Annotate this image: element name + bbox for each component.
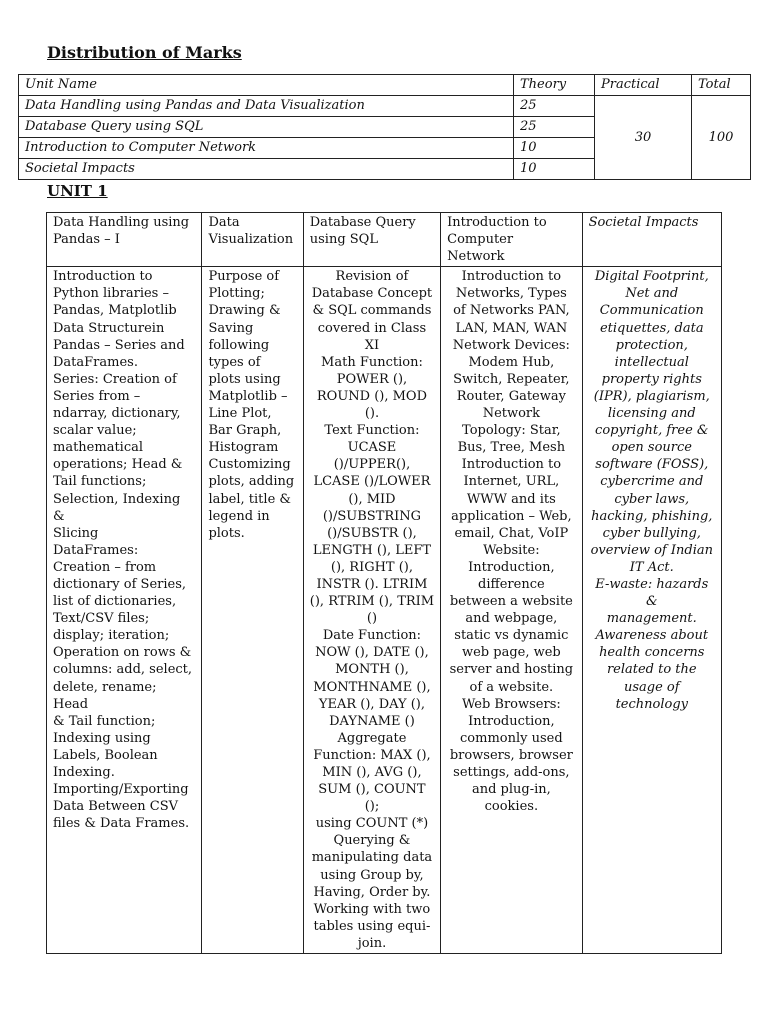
theory-cell: 25 — [514, 96, 595, 117]
content-computer-network: Introduction to Networks, Types of Networks PAN, LAN, MAN, WAN Network Devices: Modem Hub, Switch, Repeater, Router, Gateway Network Topology: Star, Bus, Tree, Mesh Introduction to Internet, URL, WWW and its application – Web, email, Chat, VoIP Website: Introduction, difference between a website and webpage, static vs dynamic web page, web server and hosting of a website. Web Browsers: Introduction, commonly used browsers, browser settings, add-ons, and plug-in, cookies. — [441, 267, 582, 954]
header-theory: Theory — [514, 75, 595, 96]
header-computer-network: Introduction to Computer Network — [441, 213, 582, 267]
theory-cell: 25 — [514, 117, 595, 138]
practical-cell: 30 — [595, 96, 692, 180]
header-data-visualization: Data Visualization — [202, 213, 303, 267]
content-societal-impacts: Digital Footprint, Net and Communication etiquettes, data protection, intellectual property rights (IPR), plagiarism, licensing and copyright, free & open source software (FOSS), cybercrime and cyber laws, hacking, phishing, cyber bullying, overview of Indian IT Act. E-waste: hazards & management. Awareness about health concerns related to the usage of technology — [582, 267, 721, 954]
table-header-row — [47, 213, 722, 267]
table-row — [19, 96, 751, 117]
theory-cell: 10 — [514, 159, 595, 180]
marks-distribution-table — [18, 74, 751, 180]
unit-heading: UNIT 1 — [47, 182, 108, 200]
unit-syllabus-table — [46, 212, 722, 954]
unit-name-cell: Data Handling using Pandas and Data Visualization — [19, 96, 514, 117]
table-header-row — [19, 75, 751, 96]
content-data-handling: Introduction to Python libraries – Pandas, Matplotlib Data Structurein Pandas – Series and DataFrames. Series: Creation of Series from – ndarray, dictionary, scalar value; mathematical operations; Head & Tail functions; Selection, Indexing & Slicing DataFrames: Creation – from dictionary of Series, list of dictionaries, Text/CSV files; display; iteration; Operation on rows & columns: add, select, delete, rename; Head & Tail function; Indexing using Labels, Boolean Indexing. Importing/Exporting Data Between CSV files & Data Frames. — [47, 267, 202, 954]
total-cell: 100 — [692, 96, 751, 180]
header-practical: Practical — [595, 75, 692, 96]
page-title: Distribution of Marks — [47, 43, 242, 62]
unit-name-cell: Introduction to Computer Network — [19, 138, 514, 159]
unit-name-cell: Societal Impacts — [19, 159, 514, 180]
table-row — [47, 267, 722, 954]
header-database-query: Database Query using SQL — [303, 213, 440, 267]
header-total: Total — [692, 75, 751, 96]
header-unit-name: Unit Name — [19, 75, 514, 96]
content-data-visualization: Purpose of Plotting; Drawing & Saving following types of plots using Matplotlib – Line Plot, Bar Graph, Histogram Customizing plots, adding label, title & legend in plots. — [202, 267, 303, 954]
header-societal-impacts: Societal Impacts — [582, 213, 721, 267]
content-database-query: Revision of Database Concept & SQL commands covered in Class XI Math Function: POWER (), ROUND (), MOD (). Text Function: UCASE ()/UPPER(), LCASE ()/LOWER (), MID ()/SUBSTRING ()/SUBSTR (), LENGTH (), LEFT (), RIGHT (), INSTR (). LTRIM (), RTRIM (), TRIM () Date Function: NOW (), DATE (), MONTH (), MONTHNAME (), YEAR (), DAY (), DAYNAME () Aggregate Function: MAX (), MIN (), AVG (), SUM (), COUNT (); using COUNT (*) Querying & manipulating data using Group by, Having, Order by. Working with two tables using equi- join. — [303, 267, 440, 954]
unit-name-cell: Database Query using SQL — [19, 117, 514, 138]
header-data-handling: Data Handling using Pandas – I — [47, 213, 202, 267]
theory-cell: 10 — [514, 138, 595, 159]
